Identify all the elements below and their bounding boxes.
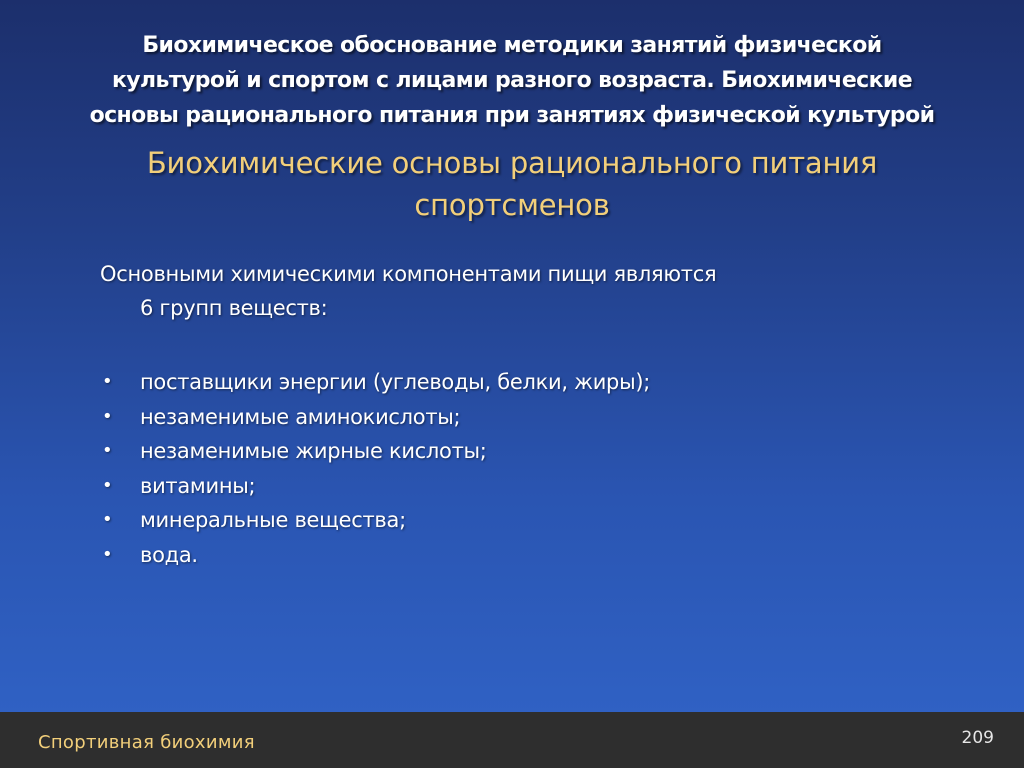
intro-paragraph — [100, 257, 920, 325]
slide-subtitle-line-2: спортсменов — [414, 188, 610, 222]
list-item-text: вода. — [140, 542, 198, 567]
list-item — [100, 400, 920, 435]
slide-body — [100, 257, 920, 572]
bullet-icon: • — [102, 474, 113, 496]
list-item-text: витамины; — [140, 473, 256, 498]
list-item — [100, 503, 920, 538]
slide-title-line-1: Биохимическое обоснование методики занятий физической — [142, 33, 882, 58]
bullet-icon: • — [102, 405, 113, 427]
slide-title — [0, 28, 1024, 133]
footer-label: Спортивная биохимия — [38, 732, 255, 753]
slide-title-line-2: культурой и спортом с лицами разного возраста. Биохимические — [111, 68, 913, 93]
bullet-icon: • — [102, 371, 113, 392]
page-number: 209 — [961, 728, 994, 748]
list-item — [100, 434, 920, 469]
slide-subtitle-line-1: Биохимические основы рационального питания — [146, 146, 878, 180]
bullet-icon: • — [102, 509, 113, 530]
intro-line-2: 6 групп веществ: — [140, 296, 328, 320]
list-item-text: незаменимые жирные кислоты; — [140, 439, 487, 463]
intro-line-1: Основными химическими компонентами пищи являются — [100, 262, 717, 286]
list-item — [100, 538, 920, 573]
list-item — [100, 365, 920, 400]
slide-subtitle — [0, 142, 1024, 226]
list-item-text: минеральные вещества; — [140, 508, 406, 532]
list-item-text: незаменимые аминокислоты; — [140, 404, 461, 429]
bullet-icon: • — [102, 440, 113, 461]
bullet-icon: • — [102, 543, 113, 565]
list-item — [100, 469, 920, 504]
nutrient-groups-list — [100, 365, 920, 572]
slide-title-line-3: основы рационального питания при занятиях физической культурой — [89, 103, 935, 128]
list-item-text: поставщики энергии (углеводы, белки, жиры); — [140, 370, 651, 394]
